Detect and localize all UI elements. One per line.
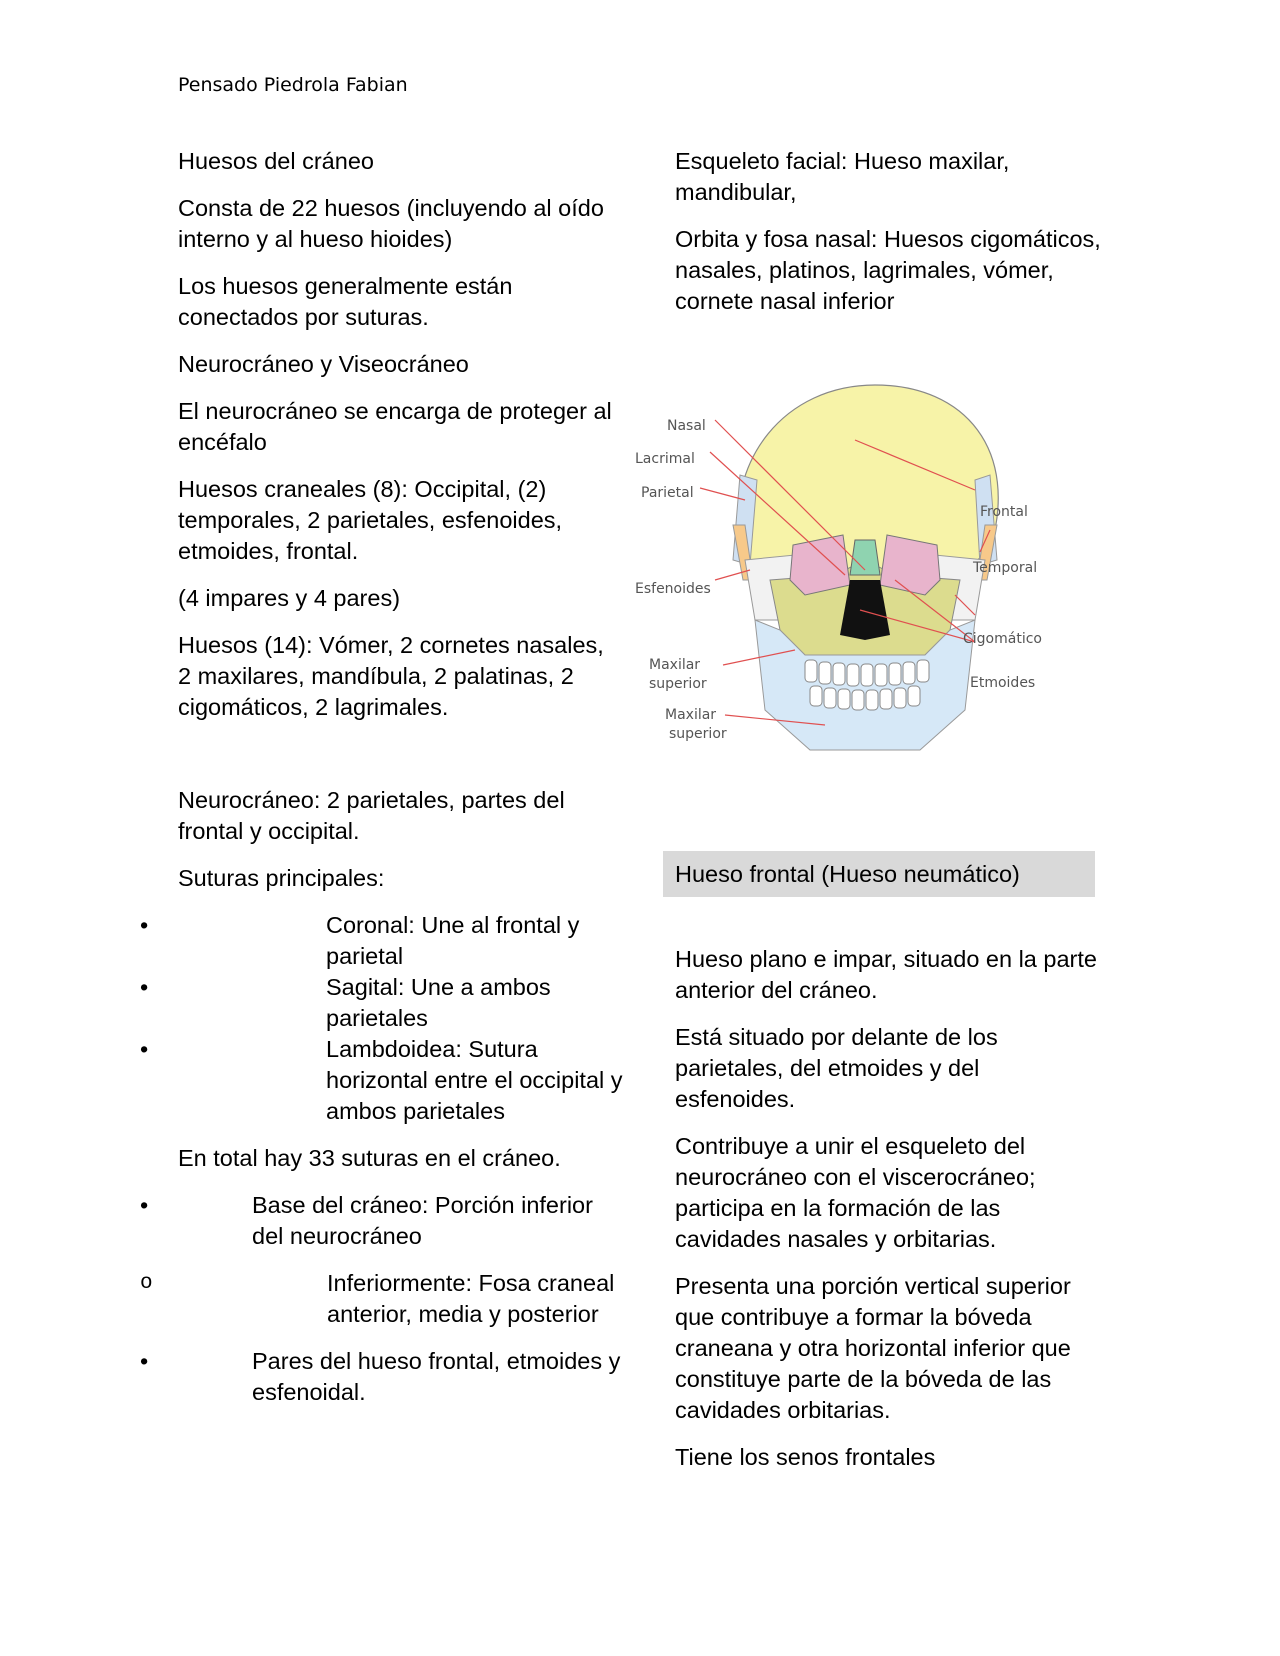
skull-diagram (635, 380, 1085, 790)
right-column (675, 146, 1105, 333)
label-maxilar-2a: Maxilar (665, 707, 717, 723)
paragraph: Consta de 22 huesos (incluyendo al oído interno y al hueso hioides) (178, 195, 604, 252)
list-item: • Pares del hueso frontal, etmoides y esfenoidal. (140, 1348, 621, 1405)
bullet-icon: • (140, 912, 149, 938)
bullet-icon: • (140, 974, 149, 1000)
paragraph: Orbita y fosa nasal: Huesos cigomáticos, nasales, platinos, lagrimales, vómer, cornete nasal inferior (675, 226, 1101, 314)
paragraph: (4 impares y 4 pares) (178, 585, 401, 611)
page-header-author: Pensado Piedrola Fabian (178, 74, 408, 96)
paragraph: Neurocráneo: 2 parietales, partes del frontal y occipital. (178, 787, 565, 844)
list-item: • Sagital: Une a ambos parietales (140, 974, 551, 1031)
base-list-2 (140, 1346, 623, 1408)
paragraph: Huesos (14): Vómer, 2 cornetes nasales, 2 maxilares, mandíbula, 2 palatinas, 2 cigomáticos, 2 lagrimales. (178, 632, 604, 720)
bullet-icon: • (140, 1192, 149, 1218)
list-item: • Base del cráneo: Porción inferior del neurocráneo (140, 1192, 593, 1249)
label-cigomatico: Cigomático (963, 631, 1042, 647)
section-title: Huesos del cráneo (178, 148, 374, 174)
base-sublist (140, 1268, 623, 1330)
orbit-right (880, 535, 940, 595)
paragraph: Huesos craneales (8): Occipital, (2) temporales, 2 parietales, esfenoides, etmoides, frontal. (178, 476, 563, 564)
base-list (140, 1190, 623, 1252)
bullet-icon: • (140, 1348, 149, 1374)
label-maxilar-1b: superior (649, 676, 707, 692)
label-frontal: Frontal (980, 504, 1028, 520)
left-column (140, 146, 623, 1424)
paragraph: Hueso plano e impar, situado en la parte anterior del cráneo. (675, 946, 1097, 1003)
label-temporal: Temporal (973, 560, 1038, 576)
paragraph: Suturas principales: (178, 865, 385, 891)
paragraph: Esqueleto facial: Hueso maxilar, mandibular, (675, 148, 1010, 205)
label-etmoides: Etmoides (970, 675, 1036, 691)
right-column-lower (675, 944, 1105, 1489)
sutures-list (140, 910, 623, 1127)
paragraph: Contribuye a unir el esqueleto del neurocráneo con el viscerocráneo; participa en la formación de las cavidades nasales y orbitarias. (675, 1133, 1036, 1252)
paragraph: Los huesos generalmente están conectados por suturas. (178, 273, 513, 330)
label-parietal: Parietal (641, 485, 694, 501)
section-heading-frontal: Hueso frontal (Hueso neumático) (663, 851, 1095, 897)
paragraph: Tiene los senos frontales (675, 1444, 936, 1470)
bullet-icon: • (140, 1036, 149, 1062)
label-esfenoides: Esfenoides (635, 581, 711, 597)
paragraph: Neurocráneo y Viseocráneo (178, 351, 469, 377)
paragraph: El neurocráneo se encarga de proteger al encéfalo (178, 398, 612, 455)
list-item: • Lambdoidea: Sutura horizontal entre el occipital y ambos parietales (140, 1036, 623, 1124)
list-item: • Coronal: Une al frontal y parietal (140, 912, 580, 969)
label-nasal: Nasal (667, 418, 706, 434)
label-maxilar-2b: superior (669, 726, 727, 742)
paragraph: En total hay 33 suturas en el cráneo. (178, 1145, 561, 1171)
label-maxilar-1a: Maxilar (649, 657, 701, 673)
label-lacrimal: Lacrimal (635, 451, 695, 467)
orbit-left (790, 535, 850, 595)
paragraph: Presenta una porción vertical superior que contribuye a formar la bóveda craneana y otra horizontal inferior que constituye parte de la bóveda de las cavidades orbitarias. (675, 1273, 1071, 1423)
sub-bullet-icon: o (140, 1272, 153, 1295)
paragraph: Está situado por delante de los parietales, del etmoides y del esfenoides. (675, 1024, 998, 1112)
list-item: o Inferiormente: Fosa craneal anterior, media y posterior (140, 1270, 615, 1327)
